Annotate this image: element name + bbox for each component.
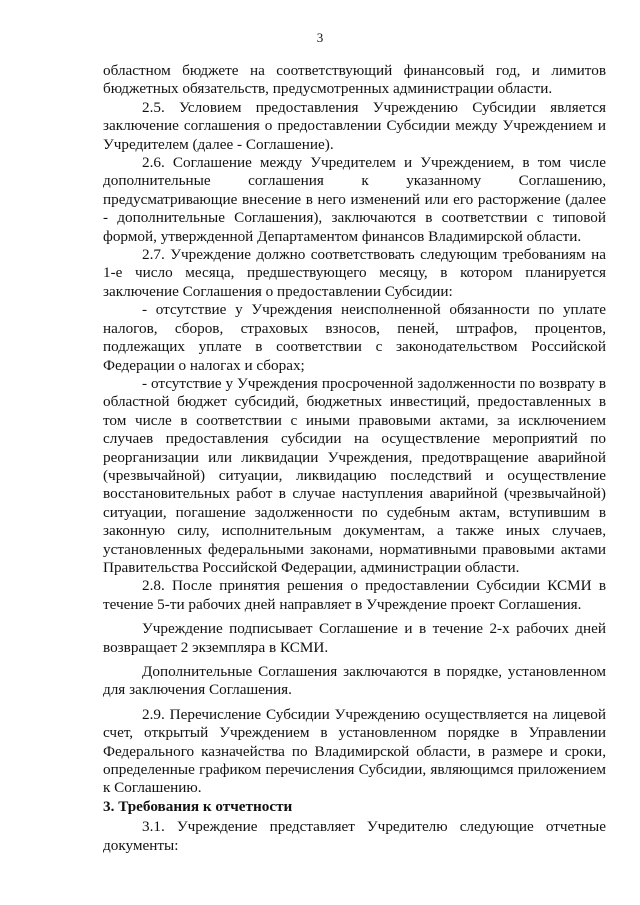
paragraph-3-1: 3.1. Учреждение представляет Учредителю следующие отчетные документы:	[103, 818, 606, 854]
paragraph-2-8-additional: Дополнительные Соглашения заключаются в порядке, установленном для заключения Соглашения.	[103, 663, 606, 699]
paragraph-2-8: 2.8. После принятия решения о предоставлении Субсидии КСМИ в течение 5-ти рабочих дней направляет в Учреждение проект Соглашения.	[103, 577, 606, 613]
document-body	[103, 62, 606, 855]
paragraph-2-9: 2.9. Перечисление Субсидии Учреждению осуществляется на лицевой счет, открытый Учреждением в установленном порядке в Управлении Федерального казначейства по Владимирской области, в размере и сроки, определенные графиком перечисления Субсидии, являющимся приложением к Соглашению.	[103, 705, 606, 797]
paragraph-2-7: 2.7. Учреждение должно соответствовать следующим требованиям на 1-е число месяца, предшествующего месяцу, в котором планируется заключение Соглашения о предоставлении Субсидии:	[103, 246, 606, 300]
paragraph-2-6: 2.6. Соглашение между Учредителем и Учреждением, в том числе дополнительные соглашения к указанному Соглашению, предусматривающие внесение в него изменений или его расторжение (далее - дополнительные Соглашения), заключаются в соответствии с типовой формой, утвержденной Департаментом финансов Владимирской области.	[103, 154, 606, 245]
section-heading: 3. Требования к отчетности	[103, 797, 293, 815]
requirement-item-debt: - отсутствие у Учреждения просроченной задолженности по возврату в областной бюджет субсидий, бюджетных инвестиций, предоставленных в том числе в соответствии с иными правовыми актами, за исключением случаев предоставления субсидии на осуществление мероприятий по реорганизации или ликвидации Учреждения, предотвращение аварийной (чрезвычайной) ситуации, ликвидацию последствий и осуществление восстановительных работ в случае наступления аварийной (чрезвычайной) ситуации, погашение задолженности по судебным актам, вступившим в законную силу, исполнительным документам, а также иных случаев, установленных федеральными законами, нормативными правовыми актами Правительства Российской Федерации, администрации области.	[103, 374, 606, 576]
paragraph-continuation: областном бюджете на соответствующий финансовый год, и лимитов бюджетных обязательств, предусмотренных администрации области.	[103, 62, 606, 98]
page-number: 3	[316, 30, 324, 45]
paragraph-2-5: 2.5. Условием предоставления Учреждению Субсидии является заключение соглашения о предоставлении Субсидии между Учреждением и Учредителем (далее - Соглашение).	[103, 98, 606, 153]
requirement-item-taxes: - отсутствие у Учреждения неисполненной обязанности по уплате налогов, сборов, страховых взносов, пеней, штрафов, процентов, подлежащих уплате в соответствии с законодательством Российской Федерации о налогах и сборах;	[103, 301, 606, 374]
paragraph-2-8-signing: Учреждение подписывает Соглашение и в течение 2-х рабочих дней возвращает 2 экземпляра в КСМИ.	[103, 620, 606, 656]
